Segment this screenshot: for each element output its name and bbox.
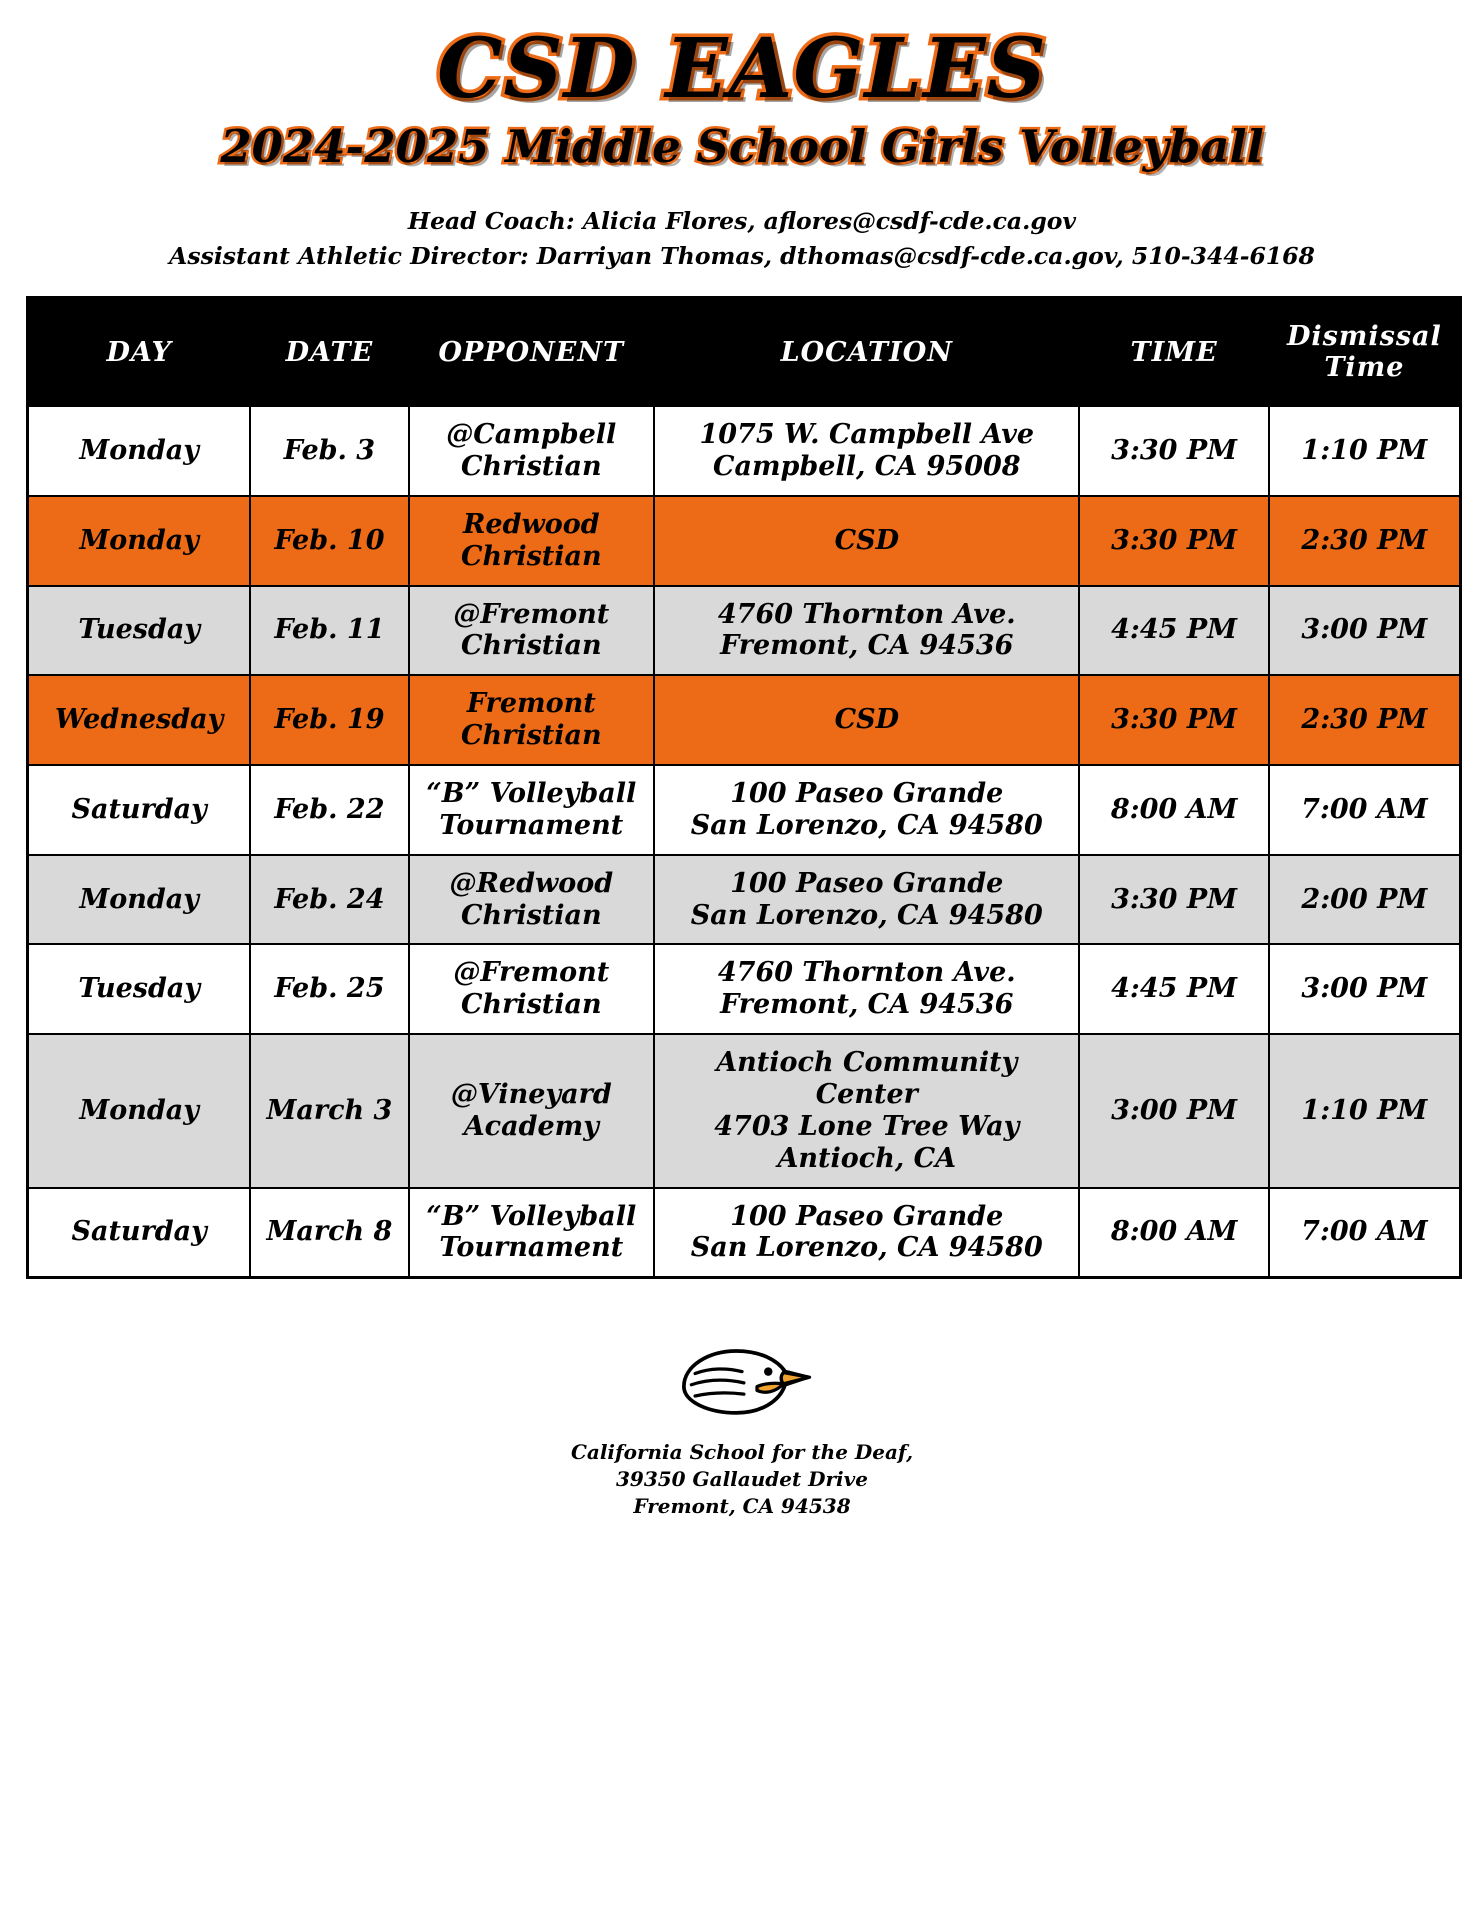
cell-date: Feb. 19 [250,675,408,765]
cell-dismissal: 2:30 PM [1269,496,1461,586]
cell-opponent [409,406,655,496]
title-block [24,0,1460,172]
opponent-line-2: Tournament [439,809,624,841]
cell-opponent [409,765,655,855]
table-row [28,765,1461,855]
cell-location [654,944,1079,1034]
footer-line-1: California School for the Deaf, [570,1440,914,1465]
opponent-line-1: Redwood [462,508,600,540]
location-line-1: Antioch Community Center [716,1047,1018,1110]
opponent-line-2: Christian [460,720,602,752]
cell-opponent [409,944,655,1034]
cell-opponent [409,1034,655,1187]
location-line-2: San Lorenzo, CA 94580 [690,1232,1043,1264]
location-line-1: 4760 Thornton Ave. [717,598,1016,630]
location-line-2: 4703 Lone Tree Way [714,1110,1020,1142]
cell-dismissal: 7:00 AM [1269,765,1461,855]
athletic-director-contact: Assistant Athletic Director: Darriyan Thomas, dthomas@csdf-cde.ca.gov, 510-344-6168 [169,241,1315,270]
cell-location [654,855,1079,945]
cell-opponent [409,496,655,586]
cell-day: Wednesday [28,675,251,765]
cell-location [654,675,1079,765]
cell-day: Saturday [28,765,251,855]
cell-location [654,765,1079,855]
opponent-line-1: Fremont [466,688,596,720]
cell-time: 3:00 PM [1079,1034,1268,1187]
cell-opponent [409,675,655,765]
cell-time: 3:30 PM [1079,675,1268,765]
table-row [28,1034,1461,1187]
head-coach-contact: Head Coach: Alicia Flores, aflores@csdf-cde.ca.gov [407,206,1077,235]
cell-date: Feb. 3 [250,406,408,496]
eagle-head-logo [667,1333,817,1429]
page-title: CSD EAGLES [437,21,1047,117]
table-row [28,855,1461,945]
contact-block [24,204,1460,275]
opponent-line-1: @Campbell [446,419,617,451]
location-line-1: 100 Paseo Grande [730,777,1004,809]
opponent-line-2: Tournament [439,1232,624,1264]
cell-time: 3:30 PM [1079,406,1268,496]
cell-day: Monday [28,406,251,496]
location-line-2: San Lorenzo, CA 94580 [690,899,1043,931]
column-header-opponent: OPPONENT [409,298,655,407]
cell-time: 3:30 PM [1079,496,1268,586]
location-line-1: CSD [834,524,899,556]
location-line-1: 4760 Thornton Ave. [717,957,1016,989]
cell-location [654,406,1079,496]
location-line-1: 1075 W. Campbell Ave [699,419,1035,451]
opponent-line-1: “B” Volleyball [426,1200,637,1232]
cell-time: 8:00 AM [1079,765,1268,855]
opponent-line-1: @Fremont [453,598,610,630]
cell-opponent [409,855,655,945]
cell-time: 4:45 PM [1079,944,1268,1034]
footer-address [24,1439,1460,1520]
cell-opponent [409,1188,655,1278]
cell-day: Tuesday [28,586,251,676]
location-line-1: CSD [834,704,899,736]
opponent-line-2: Christian [460,630,602,662]
cell-dismissal: 2:00 PM [1269,855,1461,945]
opponent-line-1: @Fremont [453,957,610,989]
cell-dismissal: 1:10 PM [1269,1034,1461,1187]
column-header-date: DATE [250,298,408,407]
cell-dismissal: 1:10 PM [1269,406,1461,496]
location-line-2: Fremont, CA 94536 [720,630,1014,662]
dismissal-label-line2: Time [1324,352,1405,384]
cell-location [654,586,1079,676]
cell-date: Feb. 22 [250,765,408,855]
location-line-1: 100 Paseo Grande [730,867,1004,899]
cell-day: Tuesday [28,944,251,1034]
cell-date: March 8 [250,1188,408,1278]
location-line-2: San Lorenzo, CA 94580 [690,809,1043,841]
cell-date: Feb. 10 [250,496,408,586]
table-row [28,586,1461,676]
column-header-location: LOCATION [654,298,1079,407]
opponent-line-1: @Vineyard [450,1078,612,1110]
opponent-line-2: Christian [460,450,602,482]
footer-line-3: Fremont, CA 94538 [633,1494,851,1519]
table-row [28,496,1461,586]
table-row [28,944,1461,1034]
page-subtitle: 2024-2025 Middle School Girls Volleyball [220,120,1264,174]
cell-time: 3:30 PM [1079,855,1268,945]
column-header-day: DAY [28,298,251,407]
schedule-section [24,296,1460,1279]
opponent-line-1: “B” Volleyball [426,777,637,809]
footer [24,1333,1460,1520]
cell-day: Monday [28,496,251,586]
cell-day: Monday [28,1034,251,1187]
opponent-line-2: Christian [460,899,602,931]
cell-date: Feb. 11 [250,586,408,676]
cell-time: 8:00 AM [1079,1188,1268,1278]
cell-dismissal: 3:00 PM [1269,586,1461,676]
table-body [28,406,1461,1278]
schedule-table [26,296,1462,1279]
location-line-1: 100 Paseo Grande [730,1200,1004,1232]
table-row [28,1188,1461,1278]
cell-location [654,496,1079,586]
table-header-row [28,298,1461,407]
cell-day: Saturday [28,1188,251,1278]
cell-time: 4:45 PM [1079,586,1268,676]
column-header-dismissal-time [1269,298,1461,407]
cell-date: March 3 [250,1034,408,1187]
cell-location [654,1034,1079,1187]
cell-date: Feb. 24 [250,855,408,945]
column-header-time: TIME [1079,298,1268,407]
cell-dismissal: 7:00 AM [1269,1188,1461,1278]
cell-opponent [409,586,655,676]
opponent-line-2: Christian [460,540,602,572]
location-line-2: Campbell, CA 95008 [712,450,1021,482]
location-line-2: Fremont, CA 94536 [720,989,1014,1021]
cell-location [654,1188,1079,1278]
cell-dismissal: 2:30 PM [1269,675,1461,765]
footer-line-2: 39350 Gallaudet Drive [615,1467,868,1492]
cell-dismissal: 3:00 PM [1269,944,1461,1034]
opponent-line-2: Academy [463,1110,599,1142]
opponent-line-2: Christian [460,989,602,1021]
cell-day: Monday [28,855,251,945]
cell-date: Feb. 25 [250,944,408,1034]
location-line-3: Antioch, CA [777,1142,957,1174]
table-header [28,298,1461,407]
dismissal-label-line1: Dismissal [1286,321,1442,353]
opponent-line-1: @Redwood [449,867,614,899]
table-row [28,406,1461,496]
table-row [28,675,1461,765]
